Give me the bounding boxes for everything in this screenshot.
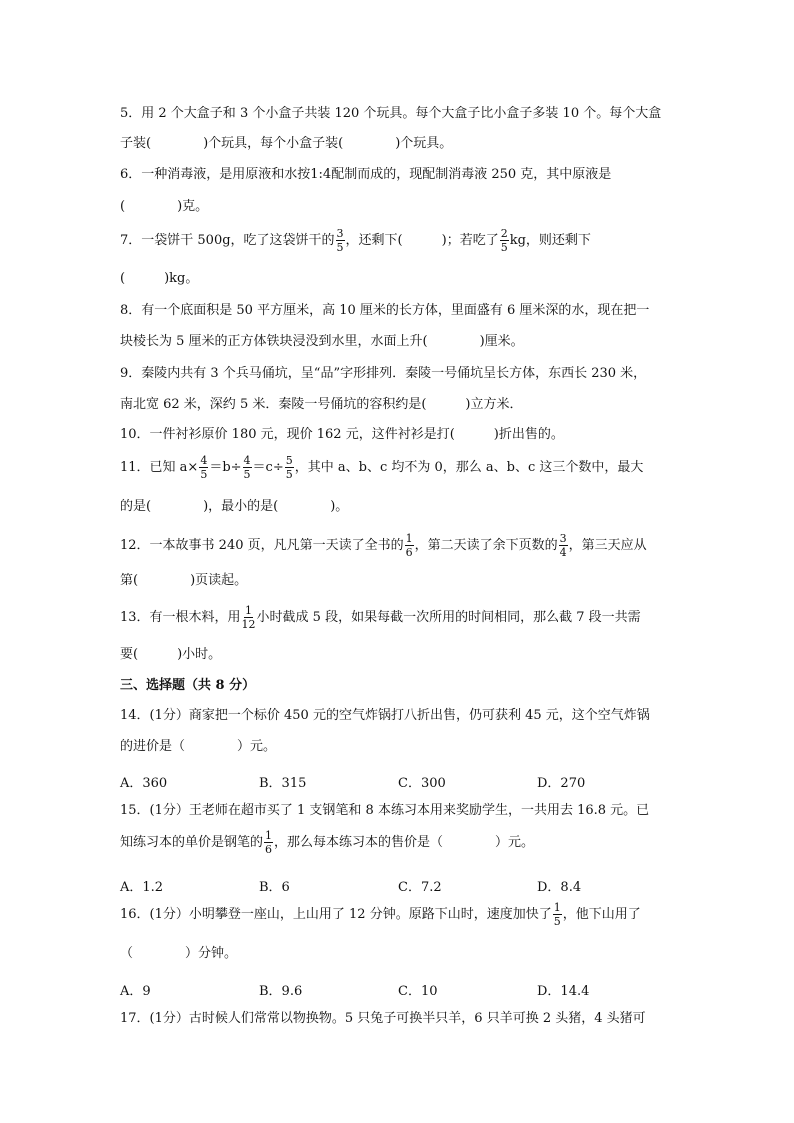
q13-text-b: 小时截成 5 段，如果每截一次所用的时间相同，那么截 7 段一共需 [256,610,641,625]
q16-line1 [120,902,641,927]
q7-line1 [120,228,591,253]
q12-line1 [120,533,647,558]
q7-fraction-2: $\frac{2}{5}$ [500,227,508,254]
q16-option-c: C．10 [398,984,438,999]
q14-line2: 的进价是（ ）元。 [120,739,277,754]
q14-option-b: B．315 [259,776,307,791]
q16-fraction-1: $\frac{1}{5}$ [553,901,561,928]
q17-line1: 17．(1分）古时候人们常常以物换物。5 只兔子可换半只羊，6 只羊可换 2 头猪，4 头猪可 [120,1011,646,1026]
section-3-heading: 三、选择题（共 8 分） [120,678,256,693]
q13-fraction-1: $\frac{1}{12}$ [241,604,256,631]
q11-line1 [120,455,643,480]
q16-option-b: B．9.6 [259,984,303,999]
q15-option-a: A．1.2 [120,880,164,895]
q11-text-d: ，其中 a、b、c 均不为 0，那么 a、b、c 这三个数中，最大 [294,460,644,475]
q16-option-a: A．9 [120,984,151,999]
q13-line2: 要( )小时。 [120,647,222,662]
q9-line1: 9．秦陵内共有 3 个兵马俑坑，呈“品”字形排列．秦陵一号俑坑呈长方体，东西长 230 米， [120,366,647,381]
q15-text-b: ，那么每本练习本的售价是（ ）元。 [274,835,535,850]
q13-text-a: 13．有一根木料，用 [120,610,241,625]
q15-line2 [120,830,534,855]
q12-text-b: ，第二天读了余下页数的 [414,538,558,553]
q15-option-d: D．8.4 [537,880,582,895]
q15-line1: 15．(1分）王老师在超市买了 1 支钢笔和 8 本练习本用来奖励学生，一共用去 16.8 元。已 [120,803,650,818]
q5-line2: 子装( )个玩具，每个小盒子装( )个玩具。 [120,136,453,151]
q5-line1: 5．用 2 个大盒子和 3 个小盒子共装 120 个玩具。每个大盒子比小盒子多装 10 个。每个大盒 [120,106,662,121]
q11-line2: 的是( )，最小的是( )。 [120,499,349,514]
q15-text-a: 知练习本的单价是钢笔的 [120,835,264,850]
q9-line2: 南北宽 62 米，深约 5 米．秦陵一号俑坑的容积约是( )立方米． [120,397,523,412]
q14-option-c: C．300 [398,776,446,791]
q16-text-b: ，他下山用了 [562,907,641,922]
q16-text-a: 16．(1分）小明攀登一座山，上山用了 12 分钟。原路下山时，速度加快了 [120,907,552,922]
q12-fraction-1: $\frac{1}{6}$ [405,532,413,559]
q11-fraction-3: $\frac{5}{5}$ [285,454,293,481]
q8-line1: 8．有一个底面积是 50 平方厘米，高 10 厘米的长方体，里面盛有 6 厘米深的水，现在把一 [120,303,650,318]
q10-line1: 10．一件衬衫原价 180 元，现价 162 元，这件衬衫是打( )折出售的。 [120,427,564,442]
q15-option-b: B．6 [259,880,290,895]
q11-fraction-2: $\frac{4}{5}$ [243,454,251,481]
q7-text-b: ，还剩下( )；若吃了 [345,233,499,248]
q7-text-c: kg，则还剩下 [509,233,591,248]
q11-text-b: ＝b÷ [209,460,242,475]
q14-option-a: A．360 [120,776,168,791]
q12-fraction-2: $\frac{3}{4}$ [559,532,567,559]
q11-fraction-1: $\frac{4}{5}$ [200,454,208,481]
q6-line2: ( )克。 [120,199,209,214]
q14-option-d: D．270 [537,776,586,791]
q8-line2: 块棱长为 5 厘米的正方体铁块浸没到水里，水面上升( )厘米。 [120,334,524,349]
q6-line1: 6．一种消毒液，是用原液和水按1:4配制而成的，现配制消毒液 250 克，其中原液是 [120,167,612,182]
q7-text-a: 7．一袋饼干 500g，吃了这袋饼干的 [120,233,335,248]
q15-fraction-1: $\frac{1}{6}$ [265,829,273,856]
q16-line2: （ ）分钟。 [120,946,238,961]
q12-text-c: ，第三天应从 [568,538,647,553]
q11-text-c: ＝c÷ [252,460,284,475]
q12-text-a: 12．一本故事书 240 页，凡凡第一天读了全书的 [120,538,404,553]
q7-line2: ( )kg。 [120,271,199,286]
q12-line2: 第( )页读起。 [120,573,248,588]
q15-option-c: C．7.2 [398,880,442,895]
q7-fraction-1: $\frac{3}{5}$ [336,227,344,254]
q11-text-a: 11．已知 a× [120,460,199,475]
q14-line1: 14．(1分）商家把一个标价 450 元的空气炸锅打八折出售，仍可获利 45 元，这个空气炸锅 [120,708,650,723]
q13-line1 [120,605,641,630]
q16-option-d: D．14.4 [537,984,590,999]
